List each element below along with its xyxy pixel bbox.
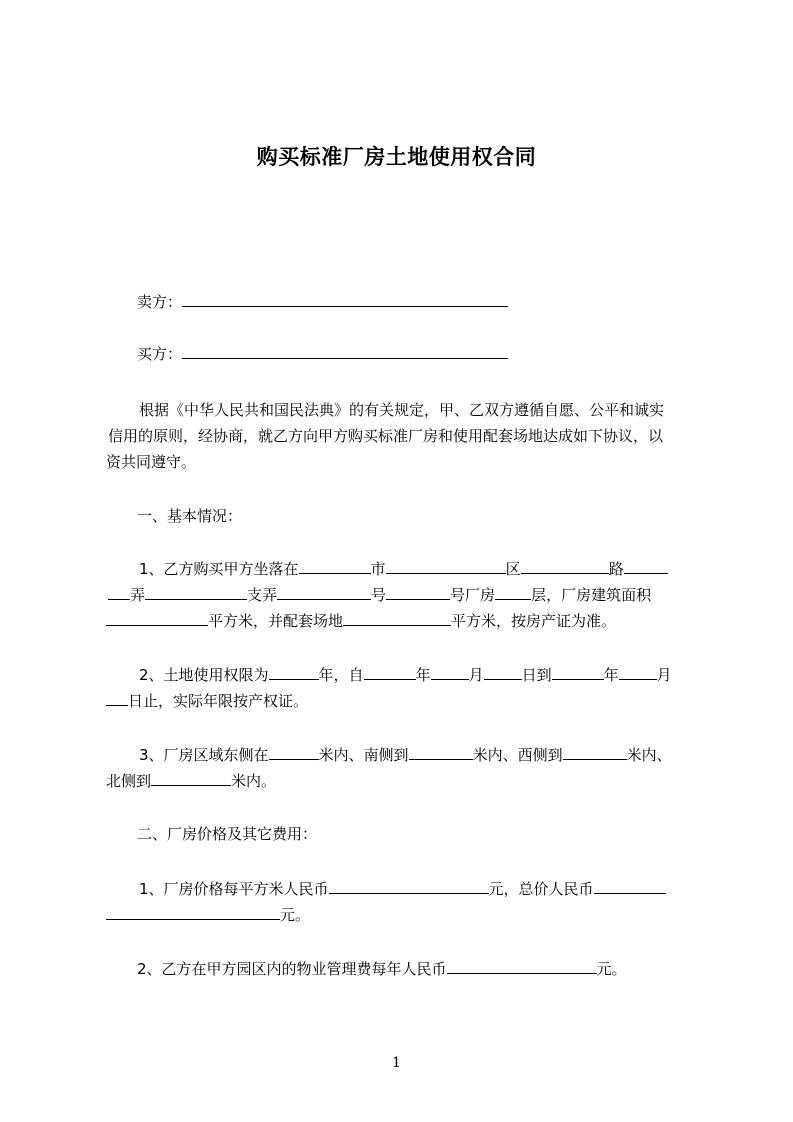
seller-blank[interactable] bbox=[182, 291, 508, 307]
s1i3-text-6: 米内。 bbox=[231, 772, 277, 790]
s1i2-text-4: 月 bbox=[468, 666, 484, 684]
s2i2-text-2: 元。 bbox=[596, 960, 627, 978]
seller-line bbox=[137, 291, 508, 312]
s1i3-text-2: 米内、南侧到 bbox=[318, 746, 409, 764]
s1i3-text-4: 米内、 bbox=[626, 746, 672, 764]
building-number-blank[interactable] bbox=[386, 584, 450, 600]
s2i1-text-3: 元。 bbox=[280, 906, 311, 924]
start-year-blank[interactable] bbox=[364, 664, 416, 680]
site-area-blank[interactable] bbox=[343, 610, 451, 626]
city-blank[interactable] bbox=[299, 558, 371, 574]
s1i2-text-3: 年 bbox=[415, 666, 431, 684]
buyer-blank[interactable] bbox=[182, 343, 508, 359]
floor-blank[interactable] bbox=[495, 584, 531, 600]
s2i1-text-2: 元，总价人民币 bbox=[488, 880, 594, 898]
end-month-blank[interactable] bbox=[619, 664, 657, 680]
seller-label: 卖方： bbox=[137, 293, 183, 311]
intro-line-3: 资共同遵守。 bbox=[106, 453, 197, 471]
s1-item1-line-2 bbox=[108, 584, 651, 605]
s1-item1-line-3 bbox=[106, 610, 616, 631]
s1i1-text-6: 支弄 bbox=[247, 586, 278, 604]
s2-item1-line-2 bbox=[106, 904, 310, 925]
s2-item1-line-1 bbox=[139, 878, 666, 899]
s1-item3-line-2 bbox=[106, 770, 276, 791]
total-price-blank-a[interactable] bbox=[594, 878, 666, 894]
s1i1-text-9: 层，厂房建筑面积 bbox=[531, 586, 652, 604]
lane-blank-b[interactable] bbox=[108, 584, 130, 600]
end-day-blank[interactable] bbox=[106, 690, 128, 706]
s1-item1-line-1 bbox=[139, 558, 668, 579]
intro-line-2: 信用的原则，经协商，就乙方向甲方购买标准厂房和使用配套场地达成如下协议，以 bbox=[108, 427, 664, 445]
s1i1-text-4: 路 bbox=[608, 560, 624, 578]
term-years-blank[interactable] bbox=[269, 664, 319, 680]
s1i2-text-7: 月 bbox=[656, 666, 672, 684]
s1i1-text-10: 平方米，并配套场地 bbox=[208, 612, 344, 630]
intro-line-1: 根据《中华人民共和国民法典》的有关规定，甲、乙双方遵循自愿、公平和诚实 bbox=[139, 401, 665, 419]
total-price-blank-b[interactable] bbox=[106, 904, 280, 920]
s1i2-text-5: 日到 bbox=[521, 666, 552, 684]
s1i2-text-6: 年 bbox=[603, 666, 619, 684]
south-distance-blank[interactable] bbox=[409, 744, 473, 760]
s1-item3-line-1 bbox=[139, 744, 672, 765]
s1i2-text-1: 2、土地使用权限为 bbox=[139, 666, 269, 684]
s1i1-text-1: 1、乙方购买甲方坐落在 bbox=[139, 560, 299, 578]
end-year-blank[interactable] bbox=[552, 664, 604, 680]
s1i1-text-3: 区 bbox=[505, 560, 521, 578]
s1i1-text-5: 弄 bbox=[130, 586, 146, 604]
lane-blank-a[interactable] bbox=[624, 558, 668, 574]
s1i3-text-1: 3、厂房区域东侧在 bbox=[139, 746, 269, 764]
s1i1-text-2: 市 bbox=[370, 560, 386, 578]
s1i3-text-3: 米内、西侧到 bbox=[472, 746, 563, 764]
s2i1-text-1: 1、厂房价格每平方米人民币 bbox=[139, 880, 329, 898]
s1i3-text-5: 北侧到 bbox=[106, 772, 152, 790]
start-month-blank[interactable] bbox=[431, 664, 469, 680]
s1i1-text-7: 号 bbox=[371, 586, 387, 604]
buyer-line bbox=[137, 343, 508, 364]
section-2-heading: 二、厂房价格及其它费用： bbox=[137, 825, 318, 843]
floor-area-blank[interactable] bbox=[106, 610, 208, 626]
page-number: 1 bbox=[392, 1055, 401, 1071]
sublane-blank[interactable] bbox=[145, 584, 247, 600]
east-distance-blank[interactable] bbox=[269, 744, 319, 760]
north-distance-blank[interactable] bbox=[151, 770, 231, 786]
s1i2-text-8: 日止，实际年限按产权证。 bbox=[128, 692, 309, 710]
number-blank[interactable] bbox=[277, 584, 371, 600]
s1i1-text-11: 平方米，按房产证为准。 bbox=[451, 612, 617, 630]
road-blank[interactable] bbox=[521, 558, 609, 574]
s1i1-text-8: 号厂房 bbox=[450, 586, 496, 604]
property-fee-blank[interactable] bbox=[447, 958, 597, 974]
section-1-heading: 一、基本情况： bbox=[137, 507, 243, 525]
s1i2-text-2: 年，自 bbox=[318, 666, 364, 684]
s1-item2-line-2 bbox=[106, 690, 308, 711]
buyer-label: 买方： bbox=[137, 345, 183, 363]
s2i2-text-1: 2、乙方在甲方园区内的物业管理费每年人民币 bbox=[137, 960, 447, 978]
start-day-blank[interactable] bbox=[484, 664, 522, 680]
s1-item2-line-1 bbox=[139, 664, 672, 685]
district-blank[interactable] bbox=[386, 558, 506, 574]
price-per-sqm-blank[interactable] bbox=[329, 878, 489, 894]
s2-item2-line bbox=[137, 958, 627, 979]
west-distance-blank[interactable] bbox=[563, 744, 627, 760]
document-title: 购买标准厂房土地使用权合同 bbox=[256, 145, 537, 169]
